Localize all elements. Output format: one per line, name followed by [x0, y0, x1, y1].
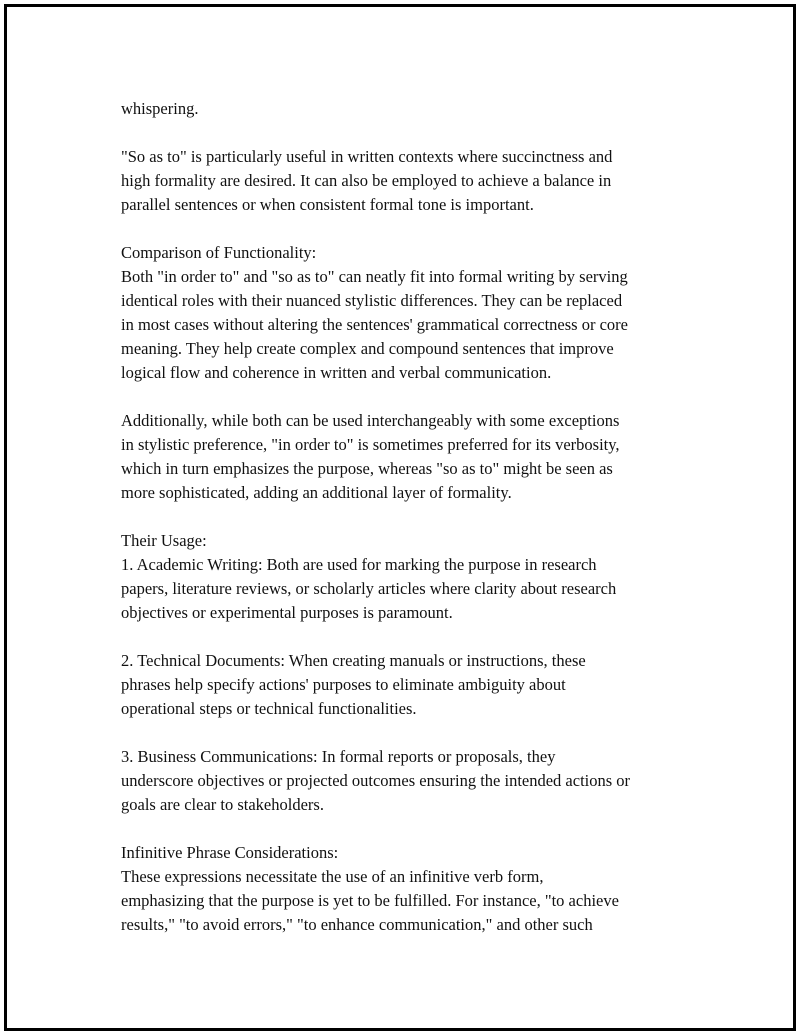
- document-body: [121, 97, 701, 937]
- paragraph-business-communications: 3. Business Communications: In formal reports or proposals, they underscore objectives or projected outcomes ensuring the intended actions or goals are clear to stakeholders.: [121, 747, 631, 814]
- paragraph-additionally: Additionally, while both can be used interchangeably with some exceptions in stylistic preference, "in order to" is sometimes preferred for its verbosity, which in turn emphasizes the purpose, whereas "so as to" might be seen as more sophisticated, adding an additional layer of formality.: [121, 411, 620, 502]
- paragraph-technical-documents: 2. Technical Documents: When creating manuals or instructions, these phrases help specify actions' purposes to eliminate ambiguity about operational steps or technical functionalities.: [121, 651, 586, 718]
- paragraph-continuation: whispering.: [121, 99, 199, 118]
- paragraph-comparison-of-functionality: Comparison of Functionality: Both "in order to" and "so as to" can neatly fit into formal writing by serving identical roles with their nuanced stylistic differences. They can be replaced in most cases without altering the sentences' grammatical correctness or core meaning. They help create complex and compound sentences that improve logical flow and coherence in written and verbal communication.: [121, 243, 628, 382]
- paragraph-so-as-to-usage: "So as to" is particularly useful in written contexts where succinctness and high formality are desired. It can also be employed to achieve a balance in parallel sentences or when consistent formal tone is important.: [121, 147, 613, 214]
- page-frame: [4, 4, 796, 1031]
- paragraph-their-usage-academic: Their Usage: 1. Academic Writing: Both are used for marking the purpose in research papers, literature reviews, or scholarly articles where clarity about research objectives or experimental purposes is paramount.: [121, 531, 617, 622]
- paragraph-infinitive-phrase-considerations: Infinitive Phrase Considerations: These expressions necessitate the use of an infinitive verb form, emphasizing that the purpose is yet to be fulfilled. For instance, "to achieve results," "to avoid errors," "to enhance communication," and other such: [121, 843, 619, 934]
